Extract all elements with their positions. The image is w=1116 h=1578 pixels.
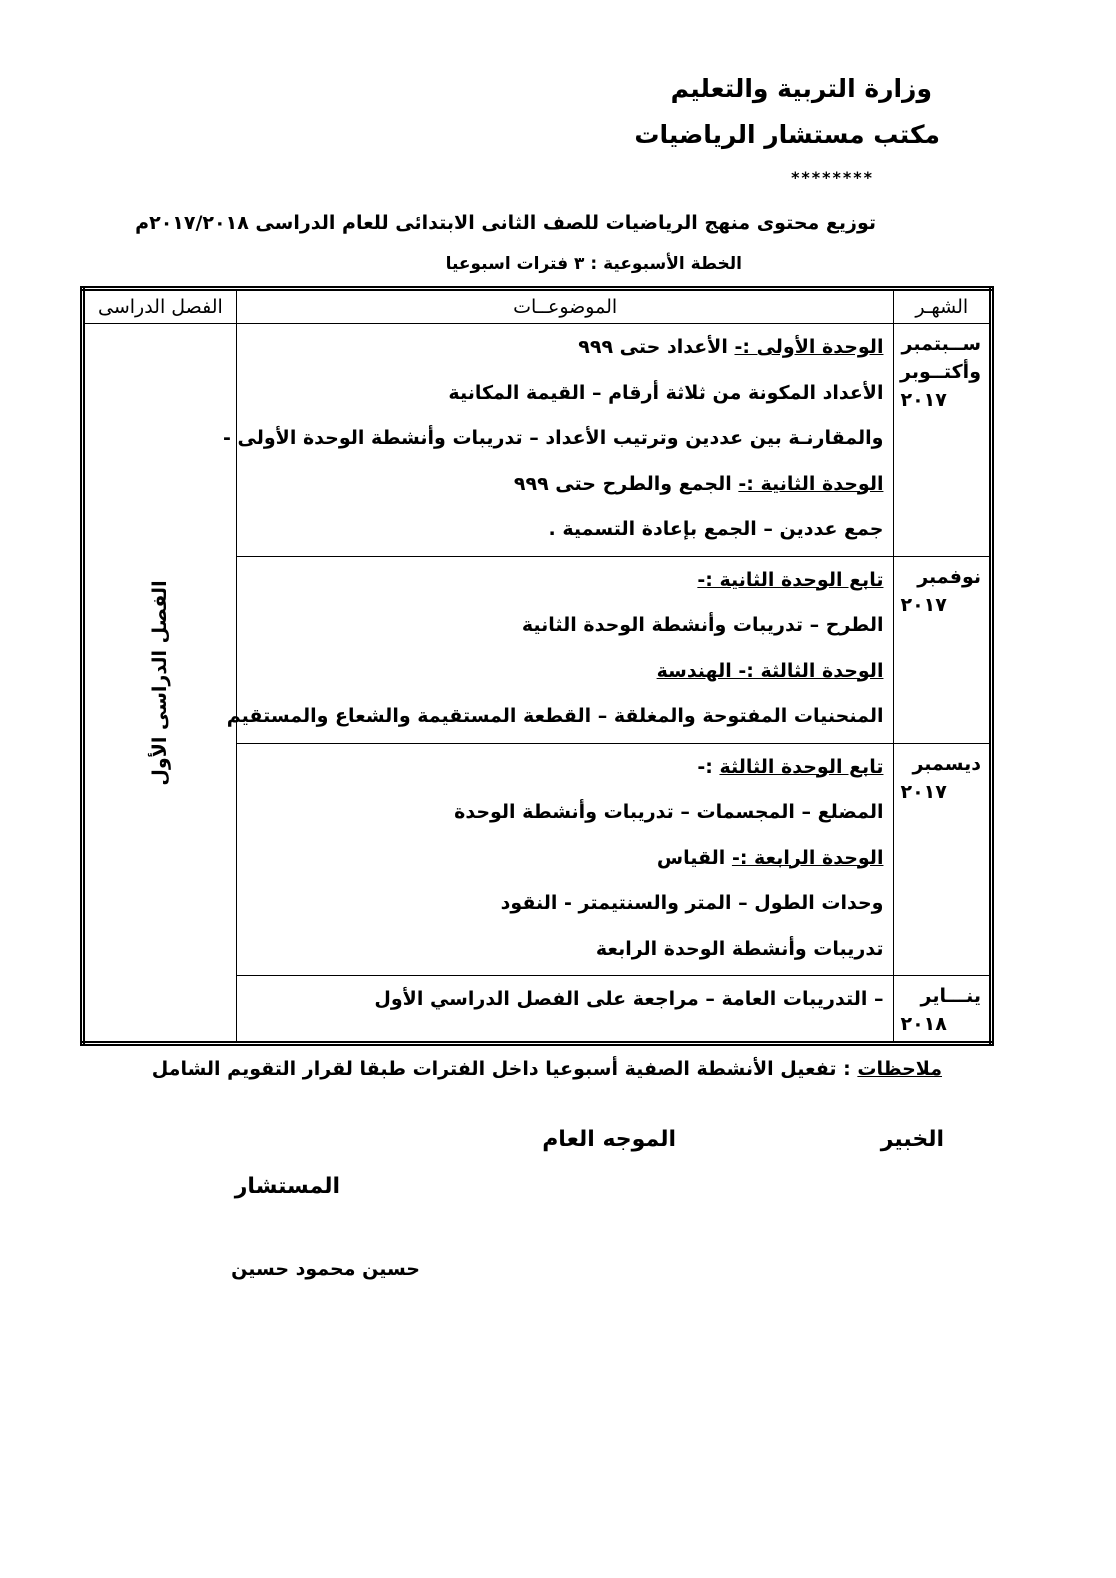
unit-title: الوحدة الأولى :- xyxy=(734,336,884,358)
weekly-plan-subtitle: الخطة الأسبوعية : ٣ فترات اسبوعيا xyxy=(445,254,742,274)
topic-line xyxy=(245,606,884,652)
stars-divider: ******** xyxy=(791,168,874,187)
month-year: ٢٠١٨ xyxy=(900,1013,947,1035)
document-title: توزيع محتوى منهج الرياضيات للصف الثانى الابتدائى للعام الدراسى ٢٠١٧/٢٠١٨م xyxy=(135,212,876,234)
topic-line xyxy=(245,884,884,930)
unit-title: تابع الوحدة الثالثة xyxy=(719,755,884,778)
month-name: وأكتــوبر xyxy=(900,361,981,383)
month-year: ٢٠١٧ xyxy=(900,593,947,616)
topic-line xyxy=(223,419,884,465)
month-year: ٢٠١٧ xyxy=(900,389,947,411)
month-column-header: الشهـر xyxy=(894,289,992,324)
topic-text: الأعداد حتى ٩٩٩ xyxy=(578,336,735,358)
topic-line xyxy=(245,374,884,420)
month-name: ســبتمبر xyxy=(901,333,981,355)
unit-title: الوحدة الرابعة :- xyxy=(731,846,884,869)
topic-line xyxy=(245,748,884,794)
topic-line xyxy=(226,697,884,743)
month-cell xyxy=(894,556,992,743)
table-header-row xyxy=(83,289,992,324)
curriculum-table xyxy=(80,286,994,1046)
expert-signature: الخبير xyxy=(880,1127,944,1152)
month-name: ديسمبر xyxy=(912,752,981,775)
notes xyxy=(152,1058,942,1080)
topics-cell xyxy=(223,324,894,557)
topics-column-header: الموضوعــات xyxy=(236,289,894,324)
topic-line xyxy=(245,980,884,1026)
topic-text: تدريبات وأنشطة الوحدة الرابعة xyxy=(595,937,884,960)
topic-line xyxy=(245,652,884,698)
topic-line xyxy=(245,510,884,556)
semester-column-header: الفصل الدراسى xyxy=(83,289,237,324)
topic-text: الطرح – تدريبات وأنشطة الوحدة الثانية xyxy=(521,614,884,636)
semester-cell xyxy=(83,324,237,1044)
topic-text: والمقارنـة بين عددين وترتيب الأعداد – تدريبات وأنشطة الوحدة الأولى - xyxy=(223,427,884,449)
topic-text: جمع عددين – الجمع بإعادة التسمية . xyxy=(548,518,884,540)
topic-text: وحدات الطول – المتر والسنتيمتر - النقود xyxy=(500,892,884,914)
unit-title: تابع الوحدة الثانية :- xyxy=(697,568,884,591)
topic-text: الجمع والطرح حتى ٩٩٩ xyxy=(513,472,739,495)
topic-line xyxy=(245,465,884,511)
month-cell xyxy=(894,976,992,1044)
topic-line xyxy=(245,328,884,374)
consultant-name: حسين محمود حسين xyxy=(231,1258,420,1280)
month-name: نوفمبر xyxy=(917,565,981,588)
supervisor-signature: الموجه العام xyxy=(542,1127,676,1152)
topic-text: الأعداد المكونة من ثلاثة أرقام – القيمة المكانية xyxy=(448,381,884,404)
month-cell xyxy=(894,324,992,557)
notes-text: : تفعيل الأنشطة الصفية أسبوعيا داخل الفترات طبقا لقرار التقويم الشامل xyxy=(151,1058,858,1080)
unit-title: الوحدة الثالثة :- الهندسة xyxy=(656,659,884,682)
topic-line xyxy=(245,839,884,885)
unit-title: الوحدة الثانية :- xyxy=(738,472,884,495)
table-row xyxy=(83,324,992,557)
office-heading: مكتب مستشار الرياضيات xyxy=(634,120,940,149)
semester-label: الفصل الدراسى الأول xyxy=(149,579,172,786)
topic-line xyxy=(245,793,884,839)
month-name: ينـــاير xyxy=(920,985,981,1007)
topics-cell xyxy=(226,556,894,743)
month-year: ٢٠١٧ xyxy=(900,780,947,803)
topics-cell xyxy=(236,743,894,976)
topics-cell xyxy=(236,976,894,1044)
ministry-heading: وزارة التربية والتعليم xyxy=(670,74,932,103)
consultant-signature: المستشار xyxy=(234,1174,340,1199)
topic-text: :- xyxy=(697,755,720,778)
topic-text: المضلع – المجسمات – تدريبات وأنشطة الوحدة xyxy=(454,801,884,823)
notes-label: ملاحظات xyxy=(857,1058,942,1080)
topic-text: المنحنيات المفتوحة والمغلقة – القطعة المستقيمة والشعاع والمستقيم xyxy=(226,705,884,727)
topic-line xyxy=(245,930,884,976)
month-cell xyxy=(894,743,992,976)
topic-line xyxy=(245,561,884,607)
topic-text: القياس xyxy=(656,846,732,869)
topic-text: – التدريبات العامة – مراجعة على الفصل الدراسي الأول xyxy=(374,988,884,1010)
